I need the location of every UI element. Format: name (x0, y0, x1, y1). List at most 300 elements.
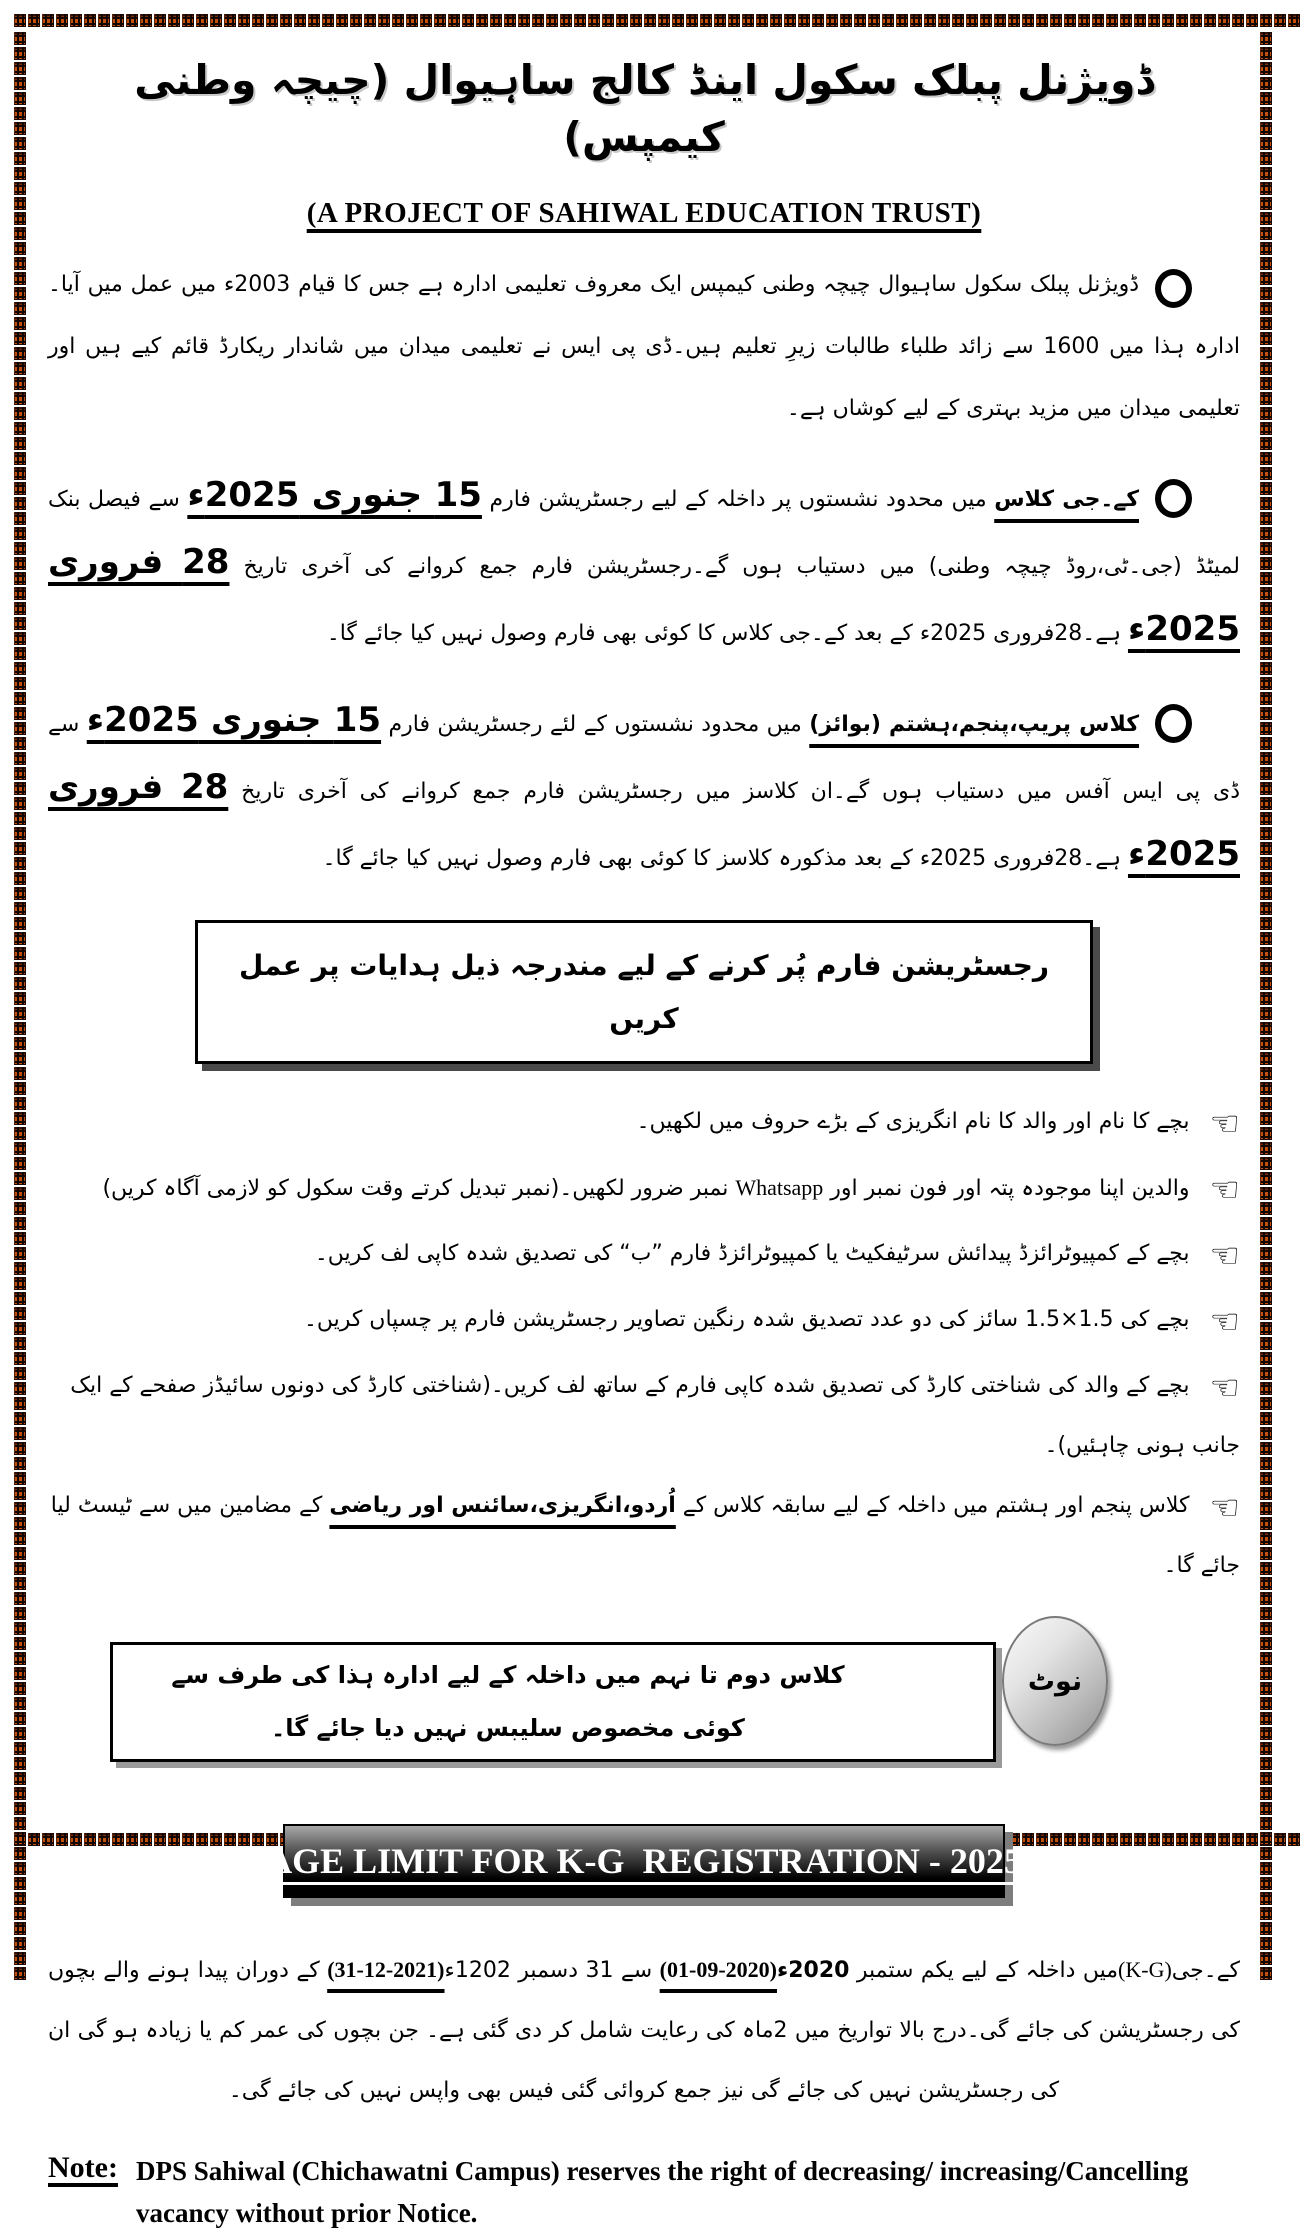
text-segment: سے ڈی پی ایس آفس میں دستیاب ہوں گے۔ان کلاسز میں رجسٹریشن فارم جمع کروانے کی آخری تاریخ (48, 711, 1240, 804)
brick-ornament-icon (14, 1127, 26, 1140)
brick-ornament-icon (1022, 14, 1034, 27)
brick-ornament-icon (14, 1367, 26, 1380)
brick-ornament-icon (308, 14, 320, 27)
brick-ornament-icon (1260, 1937, 1272, 1950)
brick-ornament-icon (770, 14, 782, 27)
brick-ornament-icon (1260, 1217, 1272, 1230)
brick-ornament-icon (1162, 14, 1174, 27)
brick-ornament-icon (1260, 1487, 1272, 1500)
brick-ornament-icon (728, 14, 740, 27)
circle-bullet-icon (1155, 479, 1192, 518)
brick-ornament-icon (14, 497, 26, 510)
brick-ornament-icon (1218, 1833, 1230, 1846)
brick-ornament-icon (1176, 14, 1188, 27)
instructions-heading-box (195, 920, 1093, 1064)
brick-ornament-icon (1176, 1833, 1188, 1846)
brick-ornament-icon (14, 182, 26, 195)
brick-ornament-icon (602, 14, 614, 27)
brick-ornament-icon (1260, 422, 1272, 435)
brick-ornament-icon (14, 212, 26, 225)
brick-ornament-icon (238, 1833, 250, 1846)
brick-ornament-icon (42, 14, 54, 27)
brick-ornament-icon (196, 1833, 208, 1846)
brick-ornament-icon (14, 1637, 26, 1650)
brick-ornament-icon (14, 1412, 26, 1425)
brick-ornament-icon (14, 662, 26, 675)
brick-ornament-icon (1260, 1802, 1272, 1815)
brick-ornament-icon (14, 647, 26, 660)
brick-ornament-icon (658, 14, 670, 27)
brick-ornament-icon (14, 1217, 26, 1230)
text-segment: 28 فروری 2025ء (48, 541, 1240, 649)
brick-ornament-icon (14, 1862, 26, 1875)
brick-ornament-icon (14, 227, 26, 240)
brick-ornament-icon (14, 1307, 26, 1320)
brick-ornament-icon (14, 1457, 26, 1470)
brick-ornament-icon (14, 1952, 26, 1965)
brick-ornament-icon (1260, 152, 1272, 165)
brick-ornament-icon (1260, 1382, 1272, 1395)
brick-ornament-icon (1260, 1202, 1272, 1215)
brick-ornament-icon (14, 1007, 26, 1020)
decorative-border-top (13, 13, 1275, 29)
text-segment: 15 جنوری 2025ء (187, 474, 482, 515)
brick-ornament-icon (1260, 1622, 1272, 1635)
brick-ornament-icon (1260, 1547, 1272, 1560)
brick-ornament-icon (1260, 992, 1272, 1005)
brick-ornament-icon (14, 152, 26, 165)
brick-ornament-icon (182, 1833, 194, 1846)
pointing-hand-icon: ☜ (1209, 1170, 1240, 1211)
brick-ornament-icon (1260, 1712, 1272, 1725)
brick-ornament-icon (1260, 1097, 1272, 1110)
text-segment: 2020ء (776, 1957, 850, 1983)
brick-ornament-icon (14, 107, 26, 120)
brick-ornament-icon (1148, 14, 1160, 27)
brick-ornament-icon (70, 1833, 82, 1846)
pointing-hand-icon: ☜ (1209, 1302, 1240, 1343)
brick-ornament-icon (1260, 317, 1272, 330)
brick-ornament-icon (1092, 1833, 1104, 1846)
instruction-list (48, 1092, 1240, 1596)
bullet-paragraph-kg-registration (48, 464, 1240, 665)
brick-ornament-icon (14, 317, 26, 330)
brick-ornament-icon (1078, 14, 1090, 27)
brick-ornament-icon (1260, 437, 1272, 450)
brick-ornament-icon (1260, 767, 1272, 780)
brick-ornament-icon (14, 1247, 26, 1260)
footer-note-label: Note: (48, 2150, 118, 2184)
brick-ornament-icon (1260, 1352, 1272, 1365)
brick-ornament-icon (1260, 1292, 1272, 1305)
text-segment: میں محدود نشستوں پر داخلہ کے لیے رجسٹریشن فارم (481, 486, 995, 512)
brick-ornament-icon (14, 1742, 26, 1755)
brick-ornament-icon (1260, 1232, 1272, 1245)
brick-ornament-icon (1260, 1682, 1272, 1695)
brick-ornament-icon (1260, 1052, 1272, 1065)
brick-ornament-icon (378, 14, 390, 27)
age-limit-header-bar (266, 1824, 1022, 1898)
brick-ornament-icon (1260, 527, 1272, 540)
brick-ornament-icon (14, 1547, 26, 1560)
brick-ornament-icon (14, 1022, 26, 1035)
pointing-hand-icon: ☜ (1209, 1368, 1240, 1409)
brick-ornament-icon (14, 1682, 26, 1695)
brick-ornament-icon (126, 14, 138, 27)
brick-ornament-icon (14, 1427, 26, 1440)
brick-ornament-icon (1064, 1833, 1076, 1846)
brick-ornament-icon (434, 14, 446, 27)
text-segment: (01-09-2020) (659, 1956, 777, 1982)
brick-ornament-icon (14, 287, 26, 300)
text-segment: ڈویژنل پبلک سکول ساہیوال چیچہ وطنی کیمپس ایک معروف تعلیمی ادارہ ہے جس کا قیام 2003ء میں عمل میں آیا۔ادارہ ہذا میں 1600 سے زائد طلباء طالبات زیرِ تعلیم ہیں۔ڈی پی ایس نے تعلیمی میدان میں شاندار ریکارڈ قائم کیے ہیں اور تعلیمی میدان میں مزید بہتری کے لیے کوشاں ہے۔ (48, 271, 1240, 421)
brick-ornament-icon (1260, 1472, 1272, 1485)
brick-ornament-icon (1260, 947, 1272, 960)
brick-ornament-icon (14, 47, 26, 60)
brick-ornament-icon (1260, 407, 1272, 420)
brick-ornament-icon (1260, 1577, 1272, 1590)
text-segment: (K-G) (1118, 1956, 1172, 1982)
brick-ornament-icon (14, 602, 26, 615)
brick-ornament-icon (1260, 677, 1272, 690)
brick-ornament-icon (252, 1833, 264, 1846)
brick-ornament-icon (1204, 1833, 1216, 1846)
brick-ornament-icon (14, 1667, 26, 1680)
brick-ornament-icon (1260, 1367, 1272, 1380)
brick-ornament-icon (1260, 332, 1272, 345)
brick-ornament-icon (14, 347, 26, 360)
brick-ornament-icon (140, 14, 152, 27)
brick-ornament-icon (406, 14, 418, 27)
brick-ornament-icon (1232, 14, 1244, 27)
brick-ornament-icon (1260, 857, 1272, 870)
brick-ornament-icon (14, 1097, 26, 1110)
brick-ornament-icon (1036, 14, 1048, 27)
brick-ornament-icon (1260, 917, 1272, 930)
brick-ornament-icon (1260, 452, 1272, 465)
brick-ornament-icon (1260, 1697, 1272, 1710)
instruction-item (48, 1224, 1240, 1290)
text-segment: 15 جنوری 2025ء (86, 699, 382, 740)
brick-ornament-icon (1106, 1833, 1118, 1846)
brick-ornament-icon (644, 14, 656, 27)
brick-ornament-icon (14, 1517, 26, 1530)
text-segment: سے فیصل بنک لمیٹڈ (جی۔ٹی،روڈ چیچہ وطنی) میں دستیاب ہوں گے۔رجسٹریشن فارم جمع کروانے کی آخری تاریخ (48, 486, 1240, 579)
brick-ornament-icon (1260, 377, 1272, 390)
bullet-paragraph-intro (48, 254, 1240, 440)
brick-ornament-icon (1134, 14, 1146, 27)
brick-ornament-icon (1260, 482, 1272, 495)
brick-ornament-icon (532, 14, 544, 27)
brick-ornament-icon (1260, 602, 1272, 615)
brick-ornament-icon (14, 167, 26, 180)
brick-ornament-icon (1232, 1833, 1244, 1846)
brick-ornament-icon (1260, 1922, 1272, 1935)
brick-ornament-icon (14, 1187, 26, 1200)
text-segment: ہے۔28فروری 2025ء کے بعد مذکورہ کلاسز کا کوئی بھی فارم وصول نہیں کیا جائے گا۔ (322, 845, 1128, 871)
brick-ornament-icon (1036, 1833, 1048, 1846)
brick-ornament-icon (14, 887, 26, 900)
brick-ornament-icon (14, 1577, 26, 1590)
text-segment: کے مضامین میں سے ٹیسٹ لیا جائے گا۔ (50, 1493, 1240, 1579)
brick-ornament-icon (1260, 1442, 1272, 1455)
brick-ornament-icon (1260, 827, 1272, 840)
brick-ornament-icon (336, 14, 348, 27)
brick-ornament-icon (1288, 1833, 1300, 1846)
brick-ornament-icon (1274, 14, 1286, 27)
brick-ornament-icon (14, 1502, 26, 1515)
brick-ornament-icon (686, 14, 698, 27)
brick-ornament-icon (14, 137, 26, 150)
brick-ornament-icon (140, 1833, 152, 1846)
brick-ornament-icon (1274, 1833, 1286, 1846)
text-segment: کے۔جی (1171, 1957, 1240, 1983)
brick-ornament-icon (14, 947, 26, 960)
brick-ornament-icon (14, 302, 26, 315)
brick-ornament-icon (518, 14, 530, 27)
brick-ornament-icon (1190, 1833, 1202, 1846)
brick-ornament-icon (14, 1607, 26, 1620)
brick-ornament-icon (1260, 617, 1272, 630)
brick-ornament-icon (14, 1157, 26, 1170)
brick-ornament-icon (42, 1833, 54, 1846)
brick-ornament-icon (868, 14, 880, 27)
note-box (110, 1642, 996, 1762)
brick-ornament-icon (294, 14, 306, 27)
brick-ornament-icon (1260, 1037, 1272, 1050)
brick-ornament-icon (154, 14, 166, 27)
brick-ornament-icon (224, 1833, 236, 1846)
brick-ornament-icon (266, 14, 278, 27)
brick-ornament-icon (1260, 932, 1272, 945)
brick-ornament-icon (14, 857, 26, 870)
age-limit-heading: AGE LIMIT FOR K-G REGISTRATION - 2025 (266, 1840, 1022, 1881)
brick-ornament-icon (14, 842, 26, 855)
brick-ornament-icon (14, 1772, 26, 1785)
brick-ornament-icon (1260, 512, 1272, 525)
decorative-border-left (13, 31, 29, 1830)
instruction-text (315, 1241, 1190, 1266)
brick-ornament-icon (350, 14, 362, 27)
school-title-urdu: ڈویژنل پبلک سکول اینڈ کالج ساہیوال (چیچہ وطنی کیمپس) (134, 56, 1154, 162)
brick-ornament-icon (462, 14, 474, 27)
brick-ornament-icon (168, 14, 180, 27)
brick-ornament-icon (1260, 722, 1272, 735)
brick-ornament-icon (1260, 1877, 1272, 1890)
brick-ornament-icon (14, 797, 26, 810)
brick-ornament-icon (1260, 1592, 1272, 1605)
brick-ornament-icon (1260, 647, 1272, 660)
instruction-text (51, 1493, 1240, 1578)
footer-note-line2: vacancy without prior Notice. (135, 2197, 478, 2228)
brick-ornament-icon (1260, 47, 1272, 60)
brick-ornament-icon (182, 14, 194, 27)
brick-ornament-icon (616, 14, 628, 27)
brick-ornament-icon (1246, 1833, 1258, 1846)
brick-ornament-icon (1260, 1187, 1272, 1200)
brick-ornament-icon (14, 1622, 26, 1635)
brick-ornament-icon (1260, 557, 1272, 570)
brick-ornament-icon (490, 14, 502, 27)
brick-ornament-icon (112, 14, 124, 27)
brick-ornament-icon (14, 62, 26, 75)
brick-ornament-icon (1260, 1847, 1272, 1860)
brick-ornament-icon (14, 437, 26, 450)
brick-ornament-icon (14, 1562, 26, 1575)
footer-note-text (136, 2151, 1188, 2234)
text-segment: (31-12-2021) (327, 1956, 445, 1982)
brick-ornament-icon (14, 1922, 26, 1935)
brick-ornament-icon (1260, 1142, 1272, 1155)
brick-ornament-icon (14, 692, 26, 705)
brick-ornament-icon (476, 14, 488, 27)
brick-ornament-icon (1260, 137, 1272, 150)
instruction-text (70, 1373, 1240, 1458)
brick-ornament-icon (1260, 1412, 1272, 1425)
notice-content (32, 30, 1256, 2228)
brick-ornament-icon (714, 14, 726, 27)
brick-ornament-icon (14, 1172, 26, 1185)
brick-ornament-icon (14, 632, 26, 645)
brick-ornament-icon (1162, 1833, 1174, 1846)
brick-ornament-icon (798, 14, 810, 27)
brick-ornament-icon (14, 1592, 26, 1605)
brick-ornament-icon (14, 1967, 26, 1980)
brick-ornament-icon (1050, 1833, 1062, 1846)
brick-ornament-icon (826, 14, 838, 27)
subtitle-text: (A PROJECT OF SAHIWAL EDUCATION TRUST) (306, 196, 982, 229)
brick-ornament-icon (280, 14, 292, 27)
brick-ornament-icon (1260, 1172, 1272, 1185)
brick-ornament-icon (28, 1833, 40, 1846)
instruction-item (48, 1476, 1240, 1596)
brick-ornament-icon (1260, 1562, 1272, 1575)
brick-ornament-icon (14, 1442, 26, 1455)
brick-ornament-icon (1260, 887, 1272, 900)
note-section (110, 1642, 1083, 1762)
brick-ornament-icon (1022, 1833, 1034, 1846)
brick-ornament-icon (28, 14, 40, 27)
text-segment: بچے کے کمپیوٹرائزڈ پیدائش سرٹیفکیٹ یا کمپیوٹرائزڈ فارم ”ب“ کی تصدیق شدہ کاپی لف کریں۔ (314, 1241, 1190, 1267)
brick-ornament-icon (938, 14, 950, 27)
brick-ornament-icon (1260, 707, 1272, 720)
brick-ornament-icon (1260, 1427, 1272, 1440)
brick-ornament-icon (56, 1833, 68, 1846)
brick-ornament-icon (14, 377, 26, 390)
footer-note-line1: DPS Sahiwal (Chichawatni Campus) reserves the right of decreasing/ increasing/Cancelling (135, 2155, 1189, 2186)
brick-ornament-icon (1260, 872, 1272, 885)
brick-ornament-icon (966, 14, 978, 27)
text-segment: بچے کے والد کی شناختی کارڈ کی تصدیق شدہ کاپی فارم کے ساتھ لف کریں۔(شناختی کارڈ کی دونوں سائیڈز صفحے کے ایک جانب ہونی چاہئیں)۔ (70, 1373, 1240, 1459)
brick-ornament-icon (574, 14, 586, 27)
brick-ornament-icon (14, 1697, 26, 1710)
instruction-text (637, 1109, 1190, 1134)
circle-bullet-icon (1155, 704, 1192, 743)
brick-ornament-icon (1260, 1607, 1272, 1620)
brick-ornament-icon (1260, 572, 1272, 585)
brick-ornament-icon (1260, 1007, 1272, 1020)
brick-ornament-icon (14, 1232, 26, 1245)
brick-ornament-icon (14, 1832, 26, 1845)
paragraph-text (48, 699, 1240, 874)
brick-ornament-icon (1260, 62, 1272, 75)
brick-ornament-icon (14, 1787, 26, 1800)
brick-ornament-icon (1260, 1262, 1272, 1275)
brick-ornament-icon (1260, 662, 1272, 675)
brick-ornament-icon (392, 14, 404, 27)
brick-ornament-icon (14, 962, 26, 975)
instruction-item (48, 1092, 1240, 1158)
brick-ornament-icon (1260, 122, 1272, 135)
brick-ornament-icon (1260, 1952, 1272, 1965)
brick-ornament-icon (1260, 14, 1272, 27)
brick-ornament-icon (1260, 632, 1272, 645)
age-limit-paragraph (48, 1940, 1240, 2121)
brick-ornament-icon (14, 737, 26, 750)
text-segment: سے 31 دسمبر 1202ء (444, 1957, 660, 1983)
brick-ornament-icon (1260, 272, 1272, 285)
brick-ornament-icon (1260, 1862, 1272, 1875)
brick-ornament-icon (1260, 1637, 1272, 1650)
brick-ornament-icon (14, 32, 26, 45)
brick-ornament-icon (196, 14, 208, 27)
brick-ornament-icon (14, 1532, 26, 1545)
brick-ornament-icon (1190, 14, 1202, 27)
brick-ornament-icon (1260, 107, 1272, 120)
brick-ornament-icon (14, 482, 26, 495)
brick-ornament-icon (1260, 227, 1272, 240)
brick-ornament-icon (1260, 842, 1272, 855)
brick-ornament-icon (672, 14, 684, 27)
brick-ornament-icon (14, 332, 26, 345)
brick-ornament-icon (168, 1833, 180, 1846)
brick-ornament-icon (14, 1847, 26, 1860)
brick-ornament-icon (1260, 1082, 1272, 1095)
brick-ornament-icon (14, 1142, 26, 1155)
brick-ornament-icon (1246, 14, 1258, 27)
brick-ornament-icon (1260, 587, 1272, 600)
brick-ornament-icon (14, 542, 26, 555)
brick-ornament-icon (1260, 197, 1272, 210)
brick-ornament-icon (14, 1067, 26, 1080)
brick-ornament-icon (14, 122, 26, 135)
text-segment: اُردو،انگریزی،سائنس اور ریاضی (329, 1493, 676, 1519)
brick-ornament-icon (1260, 242, 1272, 255)
brick-ornament-icon (14, 1712, 26, 1725)
text-segment: کلاس پنجم اور ہشتم میں داخلہ کے لیے سابقہ کلاس کے (675, 1493, 1190, 1519)
decorative-border-right (1259, 31, 1275, 1830)
brick-ornament-icon (14, 617, 26, 630)
bullet-paragraph-other-classes (48, 689, 1240, 890)
brick-ornament-icon (14, 1037, 26, 1050)
brick-ornament-icon (1260, 1742, 1272, 1755)
brick-ornament-icon (14, 77, 26, 90)
brick-ornament-icon (14, 677, 26, 690)
instruction-item (48, 1158, 1240, 1224)
brick-ornament-icon (14, 932, 26, 945)
brick-ornament-icon (1260, 362, 1272, 375)
brick-ornament-icon (896, 14, 908, 27)
brick-ornament-icon (1260, 782, 1272, 795)
brick-ornament-icon (14, 1727, 26, 1740)
note-badge-label: نوٹ (1027, 1665, 1083, 1697)
brick-ornament-icon (252, 14, 264, 27)
brick-ornament-icon (84, 14, 96, 27)
brick-ornament-icon (14, 1472, 26, 1485)
brick-ornament-icon (14, 1892, 26, 1905)
text-segment: نمبر ضرور لکھیں۔(نمبر تبدیل کرتے وقت سکول کو لازمی آگاہ کریں) (102, 1176, 736, 1202)
brick-ornament-icon (546, 14, 558, 27)
